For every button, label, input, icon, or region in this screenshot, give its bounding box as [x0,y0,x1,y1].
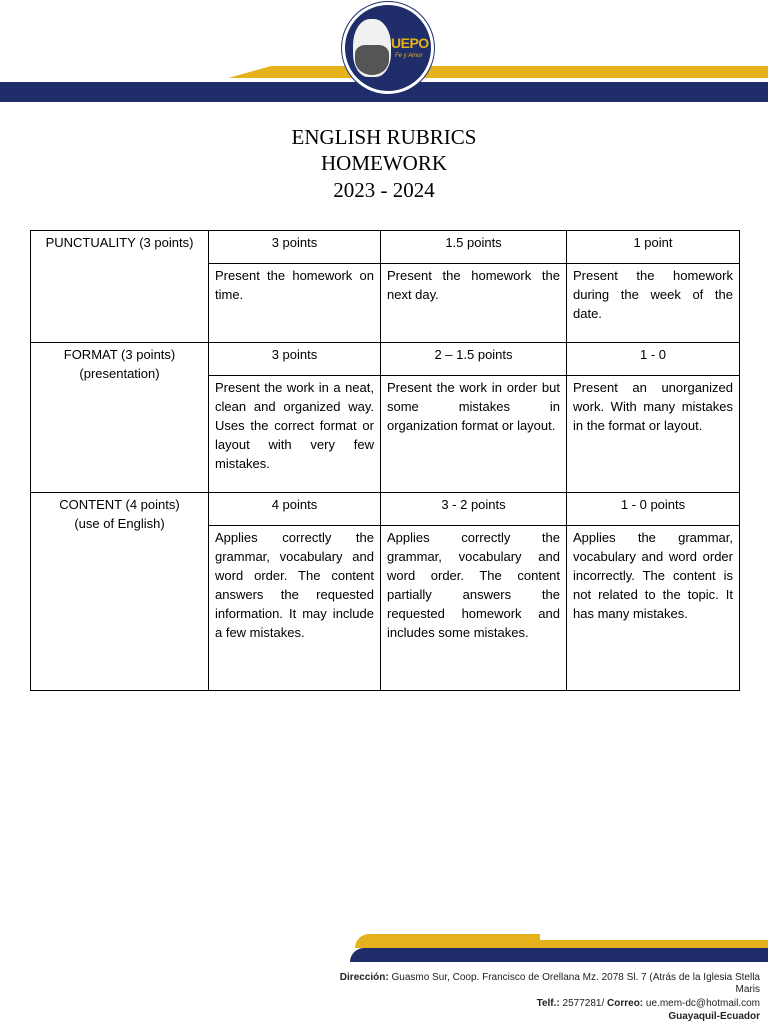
email-label: Correo: [607,998,644,1009]
table-row [31,343,740,376]
criterion-sublabel: (presentation) [79,366,160,381]
footer-address [320,972,760,996]
points-cell: 3 points [209,343,381,376]
school-year: 2023 - 2024 [333,178,435,202]
points-cell: 1 - 0 points [567,493,740,526]
address-label: Dirección: [339,972,389,983]
description-cell: Present the work in order but some mistakes in organization format or layout. [381,376,567,493]
criterion-label: PUNCTUALITY (3 points) [45,235,194,250]
logo-beard [355,45,389,75]
points-cell: 4 points [209,493,381,526]
footer-navy-band [350,948,768,962]
table-row [31,231,740,264]
points-cell: 3 - 2 points [381,493,567,526]
points-cell: 2 – 1.5 points [381,343,567,376]
footer-contact [320,998,760,1010]
description-cell: Applies the grammar, vocabulary and word order incorrectly. The content is not related to the topic. It has many mistakes. [567,526,740,691]
footer-city: Guayaquil-Ecuador [668,1011,760,1022]
description-cell: Applies correctly the grammar, vocabulary and word order. The content answers the requested information. It may include a few mistakes. [209,526,381,691]
description-cell: Applies correctly the grammar, vocabulary and word order. The content partially answers the requested homework and includes some mistakes. [381,526,567,691]
page-subtitle: HOMEWORK [321,151,447,175]
table-row [31,493,740,526]
description-cell: Present an unorganized work. With many mistakes in the format or layout. [567,376,740,493]
description-cell: Present the work in a neat, clean and organized way. Uses the correct format or layout with very few mistakes. [209,376,381,493]
address-value: Guasmo Sur, Coop. Francisco de Orellana Mz. 2078 Sl. 7 (Atrás de la Iglesia Stella Maris [391,972,760,995]
criterion-cell [31,231,209,343]
points-cell: 1.5 points [381,231,567,264]
points-cell: 1 - 0 [567,343,740,376]
description-cell: Present the homework the next day. [381,264,567,343]
criterion-cell [31,493,209,691]
footer-gold-stripe [540,940,768,948]
criterion-sublabel: (use of English) [74,516,165,531]
phone-value: 2577281/ [562,998,605,1009]
description-cell: Present the homework on time. [209,264,381,343]
criterion-label: CONTENT (4 points) [59,497,180,512]
email-value: ue.mem-dc@hotmail.com [645,998,760,1009]
criterion-label: FORMAT (3 points) [63,347,176,362]
description-cell: Present the homework during the week of the date. [567,264,740,343]
logo-subtext: Fe y Amor [395,53,423,59]
points-cell: 1 point [567,231,740,264]
criterion-cell [31,343,209,493]
phone-label: Telf.: [536,998,560,1009]
rubric-table [30,230,740,691]
page-title: ENGLISH RUBRICS [291,125,477,149]
points-cell: 3 points [209,231,381,264]
logo-text: UEPO [391,35,429,51]
footer-gold-curve [355,934,540,948]
school-logo [342,2,434,94]
